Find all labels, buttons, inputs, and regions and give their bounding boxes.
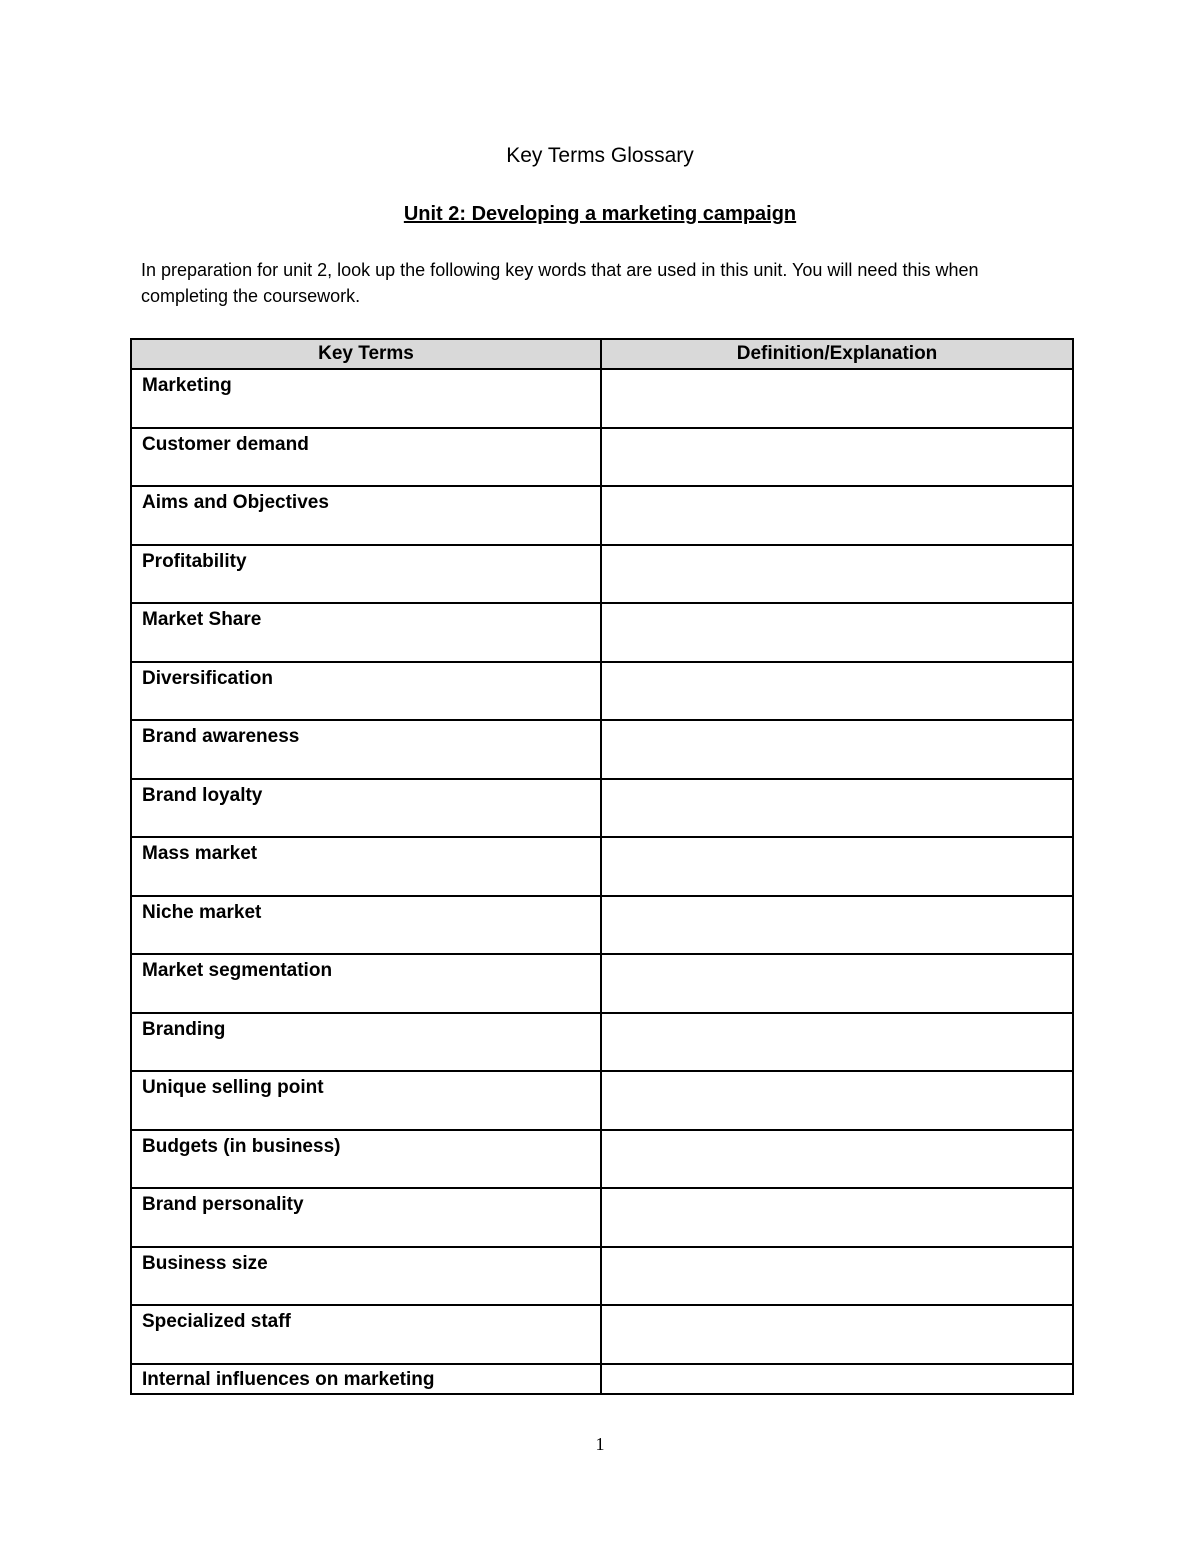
table-row	[131, 1071, 1073, 1130]
table-header-row	[131, 339, 1073, 369]
table-row	[131, 720, 1073, 779]
table-row	[131, 486, 1073, 545]
term-cell	[131, 896, 601, 955]
table-row	[131, 954, 1073, 1013]
term-cell	[131, 545, 601, 604]
term-cell	[131, 1364, 601, 1394]
definition-cell[interactable]	[601, 779, 1073, 838]
table-row	[131, 1013, 1073, 1072]
term-label: Mass market	[142, 843, 258, 864]
table-row	[131, 1305, 1073, 1364]
term-label: Brand personality	[142, 1194, 304, 1215]
definition-cell[interactable]	[601, 1188, 1073, 1247]
glossary-table	[130, 338, 1074, 1395]
term-cell	[131, 486, 601, 545]
table-row	[131, 1188, 1073, 1247]
table-row	[131, 837, 1073, 896]
term-cell	[131, 1247, 601, 1306]
header-key-terms: Key Terms	[131, 339, 601, 369]
term-cell	[131, 662, 601, 721]
term-label: Budgets (in business)	[142, 1135, 341, 1157]
table-row	[131, 896, 1073, 955]
term-cell	[131, 603, 601, 662]
term-label: Diversification	[142, 667, 273, 689]
table-row	[131, 545, 1073, 604]
definition-cell[interactable]	[601, 1364, 1073, 1394]
term-label: Business size	[142, 1252, 268, 1274]
term-cell	[131, 428, 601, 487]
table-row	[131, 1247, 1073, 1306]
unit-subtitle: Unit 2: Developing a marketing campaign	[403, 203, 797, 225]
definition-cell[interactable]	[601, 1071, 1073, 1130]
term-cell	[131, 837, 601, 896]
definition-cell[interactable]	[601, 603, 1073, 662]
header-definition: Definition/Explanation	[601, 339, 1073, 369]
term-label: Customer demand	[142, 433, 309, 455]
table-row	[131, 1130, 1073, 1189]
page-number: 1	[595, 1434, 605, 1454]
term-label: Brand awareness	[142, 726, 300, 747]
term-cell	[131, 954, 601, 1013]
term-label: Branding	[142, 1018, 226, 1040]
table-row	[131, 662, 1073, 721]
intro-paragraph: In preparation for unit 2, look up the following key words that are used in this unit. You will need this when completing the coursework.	[141, 260, 979, 306]
definition-cell[interactable]	[601, 837, 1073, 896]
term-label: Niche market	[142, 901, 262, 923]
term-cell	[131, 1130, 601, 1189]
table-row	[131, 1364, 1073, 1394]
term-label: Brand loyalty	[142, 784, 263, 806]
table-row	[131, 603, 1073, 662]
term-label: Market segmentation	[142, 960, 333, 981]
term-cell	[131, 1188, 601, 1247]
definition-cell[interactable]	[601, 1247, 1073, 1306]
table-row	[131, 428, 1073, 487]
definition-cell[interactable]	[601, 545, 1073, 604]
definition-cell[interactable]	[601, 1013, 1073, 1072]
table-row	[131, 369, 1073, 428]
term-label: Unique selling point	[142, 1077, 324, 1098]
definition-cell[interactable]	[601, 1305, 1073, 1364]
term-cell	[131, 720, 601, 779]
term-label: Profitability	[142, 550, 247, 572]
definition-cell[interactable]	[601, 486, 1073, 545]
definition-cell[interactable]	[601, 369, 1073, 428]
definition-cell[interactable]	[601, 720, 1073, 779]
term-label: Specialized staff	[142, 1311, 291, 1332]
definition-cell[interactable]	[601, 428, 1073, 487]
term-label: Market Share	[142, 609, 262, 630]
definition-cell[interactable]	[601, 662, 1073, 721]
page-title: Key Terms Glossary	[506, 144, 694, 167]
term-label: Aims and Objectives	[142, 492, 329, 513]
term-cell	[131, 1071, 601, 1130]
term-cell	[131, 1305, 601, 1364]
term-cell	[131, 779, 601, 838]
definition-cell[interactable]	[601, 1130, 1073, 1189]
definition-cell[interactable]	[601, 896, 1073, 955]
term-cell	[131, 1013, 601, 1072]
term-cell	[131, 369, 601, 428]
table-row	[131, 779, 1073, 838]
definition-cell[interactable]	[601, 954, 1073, 1013]
term-label: Internal influences on marketing	[142, 1368, 435, 1390]
term-label: Marketing	[142, 375, 232, 396]
